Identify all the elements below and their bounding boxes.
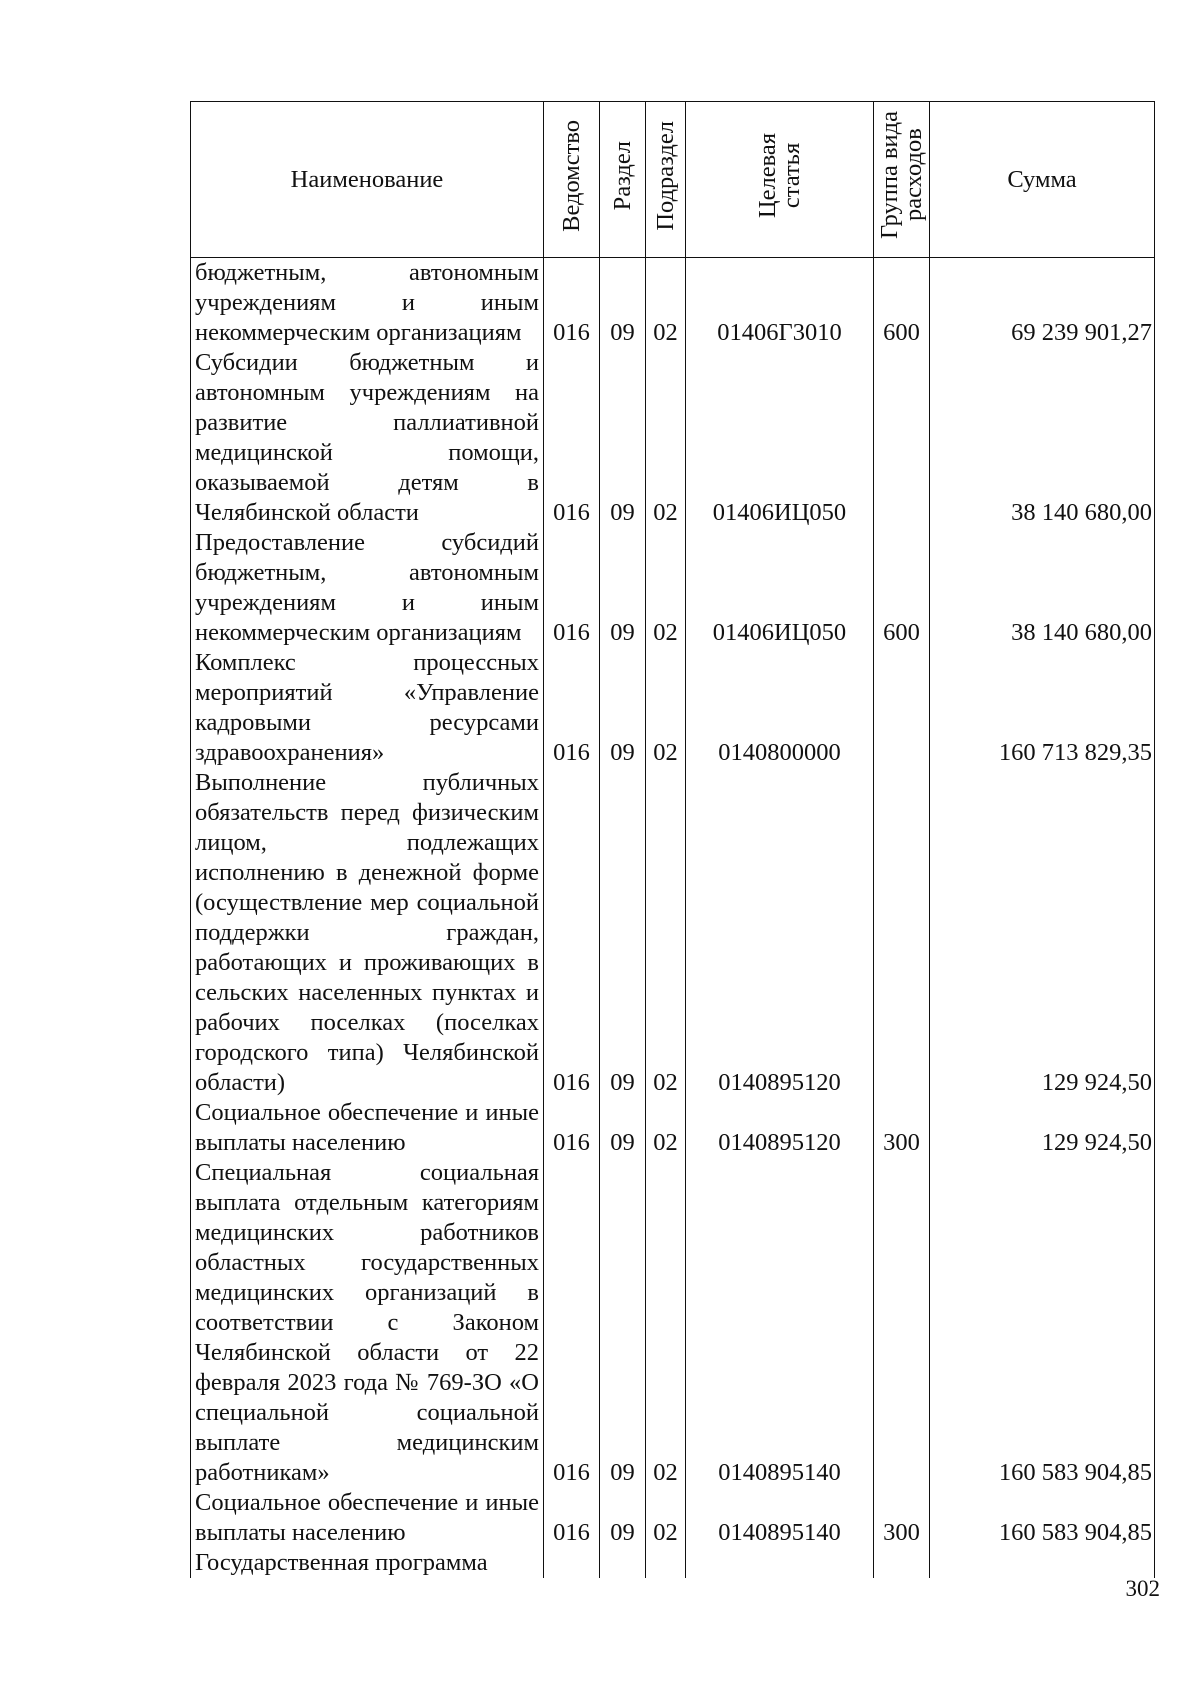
row-group: 300	[874, 1488, 930, 1548]
header-subsection	[646, 102, 686, 258]
row-section: 09	[600, 348, 646, 528]
row-target: 01406ИЦ050	[686, 528, 874, 648]
row-section: 09	[600, 258, 646, 349]
header-expense-group	[874, 102, 930, 258]
header-expense-group-line1: Группа вида	[875, 111, 903, 240]
header-expense-group-label	[875, 111, 927, 240]
row-subsection: 02	[646, 1098, 686, 1158]
page-number: 302	[1125, 1576, 1160, 1601]
header-subsection-label: Подраздел	[651, 120, 679, 231]
row-section: 09	[600, 1488, 646, 1548]
row-target: 01406Г3010	[686, 258, 874, 349]
row-target: 0140895140	[686, 1488, 874, 1548]
row-name: Предоставление субсидий бюджетным, автономным учреждениям и иным некоммерческим организациям	[191, 528, 544, 648]
header-department-label: Ведомство	[557, 119, 585, 232]
row-department: 016	[544, 1098, 600, 1158]
row-group	[874, 348, 930, 528]
row-section: 09	[600, 1098, 646, 1158]
row-subsection: 02	[646, 1158, 686, 1488]
row-department: 016	[544, 1158, 600, 1488]
header-department	[544, 102, 600, 258]
row-subsection: 02	[646, 768, 686, 1098]
row-group	[874, 648, 930, 768]
header-name	[191, 102, 544, 258]
row-department	[544, 1548, 600, 1578]
row-subsection: 02	[646, 528, 686, 648]
row-name: бюджетным, автономным учреждениям и иным некоммерческим организациям	[191, 258, 544, 349]
row-name: Государственная программа	[191, 1548, 544, 1578]
row-amount: 160 583 904,85	[930, 1488, 1155, 1548]
row-group: 300	[874, 1098, 930, 1158]
table-row	[191, 258, 1155, 349]
row-name: Субсидии бюджетным и автономным учреждениям на развитие паллиативной медицинской помощи, оказываемой детям в Челябинской области	[191, 348, 544, 528]
row-name: Выполнение публичных обязательств перед физическим лицом, подлежащих исполнению в денежной форме (осуществление мер социальной поддержки граждан, работающих и проживающих в сельских населенных пунктах и рабочих поселках (поселках городского типа) Челябинской области)	[191, 768, 544, 1098]
table-row	[191, 768, 1155, 1098]
row-department: 016	[544, 528, 600, 648]
row-subsection: 02	[646, 258, 686, 349]
table-row	[191, 528, 1155, 648]
row-group: 600	[874, 528, 930, 648]
row-section: 09	[600, 1158, 646, 1488]
row-department: 016	[544, 1488, 600, 1548]
row-subsection: 02	[646, 648, 686, 768]
header-target-article-line1: Целевая	[753, 132, 781, 219]
header-section-label: Раздел	[608, 140, 636, 211]
row-group	[874, 768, 930, 1098]
row-department: 016	[544, 258, 600, 349]
row-amount	[930, 1548, 1155, 1578]
header-target-article-line2: статья	[777, 142, 805, 209]
budget-table	[190, 101, 1155, 1578]
table-row	[191, 648, 1155, 768]
header-expense-group-line2: расходов	[899, 129, 927, 222]
row-target: 0140895120	[686, 768, 874, 1098]
header-target-article	[686, 102, 874, 258]
row-group	[874, 1548, 930, 1578]
header-name-label: Наименование	[290, 165, 444, 193]
row-subsection	[646, 1548, 686, 1578]
table-row	[191, 1158, 1155, 1488]
row-target: 0140800000	[686, 648, 874, 768]
row-department: 016	[544, 348, 600, 528]
row-department: 016	[544, 648, 600, 768]
header-amount	[930, 102, 1155, 258]
row-target: 01406ИЦ050	[686, 348, 874, 528]
row-amount: 160 713 829,35	[930, 648, 1155, 768]
header-target-article-label	[753, 132, 805, 219]
row-amount: 38 140 680,00	[930, 528, 1155, 648]
row-subsection: 02	[646, 1488, 686, 1548]
table-row	[191, 1548, 1155, 1578]
header-amount-label: Сумма	[1007, 165, 1077, 193]
row-amount: 129 924,50	[930, 1098, 1155, 1158]
table-row	[191, 348, 1155, 528]
row-name: Специальная социальная выплата отдельным категориям медицинских работников областных государственных медицинских организаций в соответствии с Законом Челябинской области от 22 февраля 2023 года № 769-ЗО «О специальной социальной выплате медицинским работникам»	[191, 1158, 544, 1488]
row-department: 016	[544, 768, 600, 1098]
row-amount: 38 140 680,00	[930, 348, 1155, 528]
row-name: Социальное обеспечение и иные выплаты населению	[191, 1098, 544, 1158]
row-name: Комплекс процессных мероприятий «Управление кадровыми ресурсами здравоохранения»	[191, 648, 544, 768]
table-header-row	[191, 102, 1155, 258]
row-target: 0140895120	[686, 1098, 874, 1158]
row-target	[686, 1548, 874, 1578]
row-section: 09	[600, 528, 646, 648]
header-section	[600, 102, 646, 258]
table-row	[191, 1488, 1155, 1548]
row-amount: 129 924,50	[930, 768, 1155, 1098]
row-name: Социальное обеспечение и иные выплаты населению	[191, 1488, 544, 1548]
row-group: 600	[874, 258, 930, 349]
row-amount: 69 239 901,27	[930, 258, 1155, 349]
row-subsection: 02	[646, 348, 686, 528]
row-target: 0140895140	[686, 1158, 874, 1488]
row-section: 09	[600, 768, 646, 1098]
row-amount: 160 583 904,85	[930, 1158, 1155, 1488]
row-section: 09	[600, 648, 646, 768]
row-group	[874, 1158, 930, 1488]
table-row	[191, 1098, 1155, 1158]
row-section	[600, 1548, 646, 1578]
